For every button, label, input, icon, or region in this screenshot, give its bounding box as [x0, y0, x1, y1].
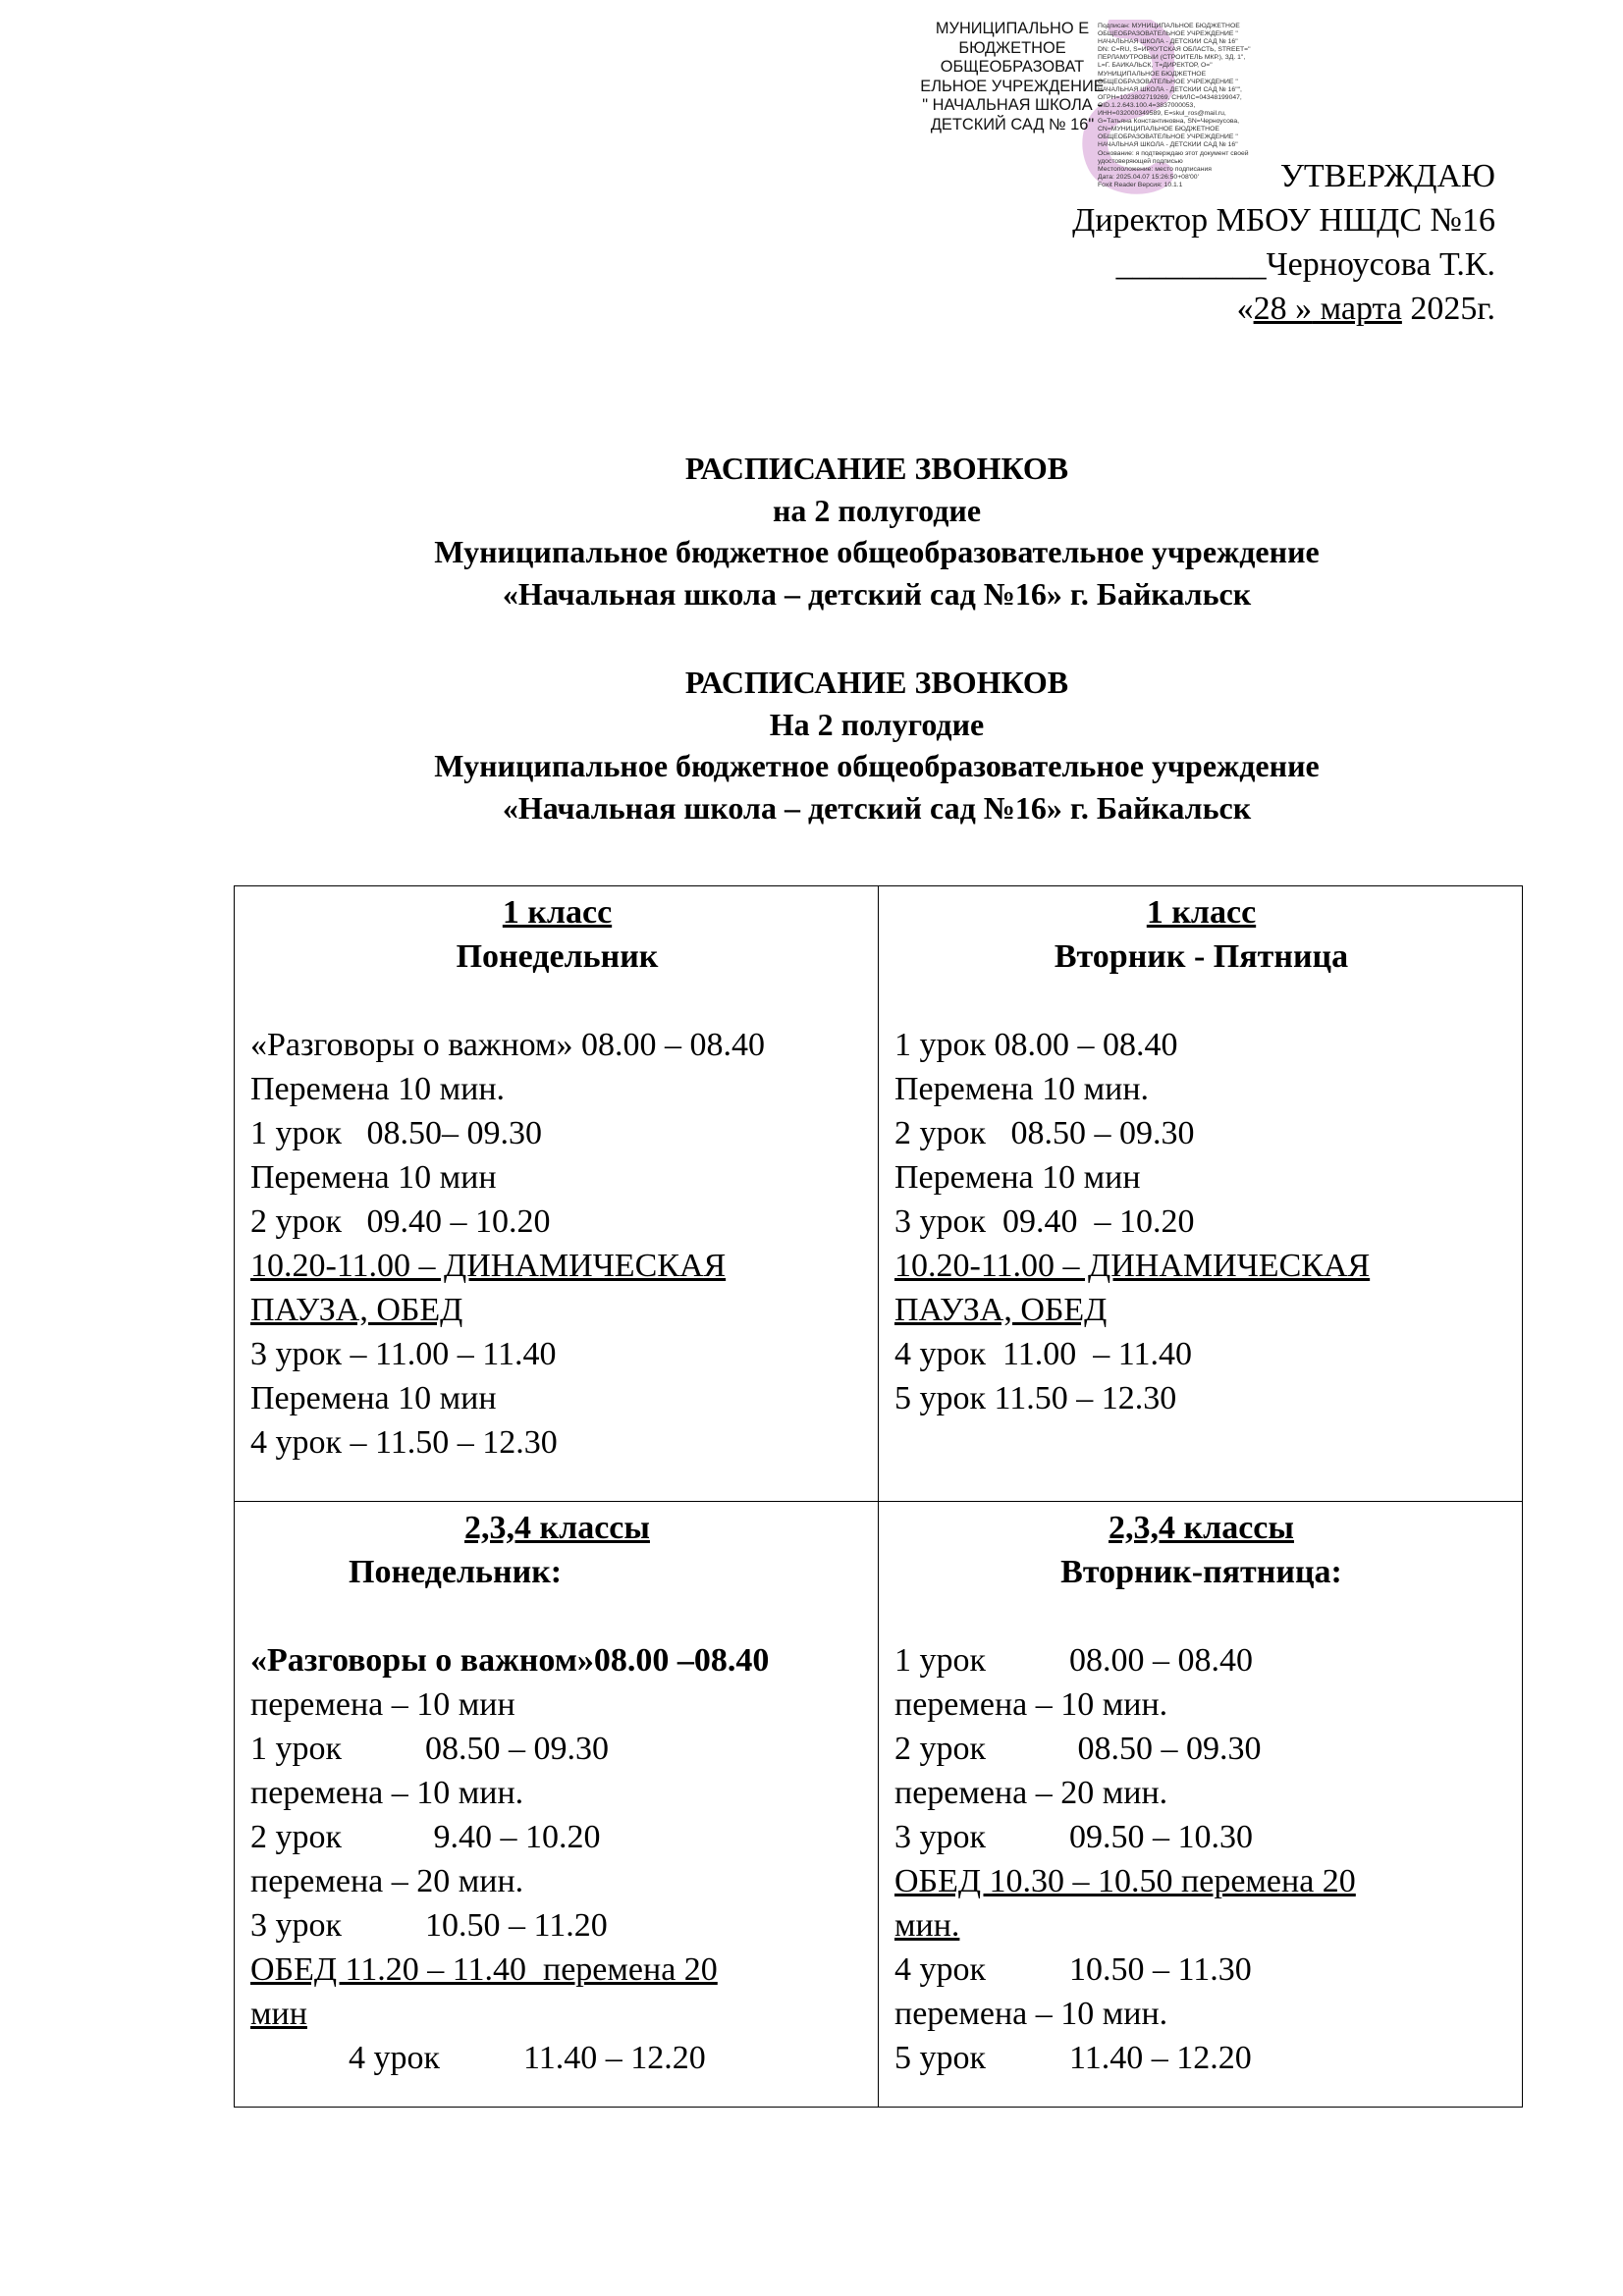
stamp-detail-line: НАЧАЛЬНАЯ ШКОЛА - ДЕТСКИЙ САД № 16"", — [1098, 85, 1242, 93]
approval-date — [1072, 287, 1495, 331]
title-period: на 2 полугодие — [772, 492, 982, 528]
cell-grades234-tuesday-friday — [879, 1502, 1523, 2108]
sign-line: _________ — [1115, 246, 1267, 283]
schedule-line: 1 урок 08.50– 09.30 — [250, 1115, 543, 1151]
schedule-line: 10.20-11.00 – ДИНАМИЧЕСКАЯ — [894, 1248, 1371, 1284]
stamp-detail-line: Подписан: МУНИЦИПАЛЬНОЕ БЮДЖЕТНОЕ — [1098, 23, 1240, 29]
approval-block — [1072, 154, 1495, 331]
table-row — [235, 886, 1523, 1502]
schedule-line: Перемена 10 мин — [250, 1380, 497, 1416]
approval-title: УТВЕРЖДАЮ — [1279, 158, 1495, 194]
approval-signature-line — [1072, 242, 1495, 287]
schedule-line: Перемена 10 мин. — [894, 1071, 1150, 1107]
schedule-line: мин — [250, 1996, 307, 2032]
schedule-line: мин. — [894, 1907, 960, 1944]
stamp-detail-line: НАЧАЛЬНАЯ ШКОЛА - ДЕТСКИЙ САД № 16" — [1098, 38, 1238, 46]
stamp-detail-line: удостоверяющей подписью — [1098, 157, 1183, 165]
schedule-line: «Разговоры о важном» 08.00 – 08.40 — [250, 1027, 765, 1063]
cell-class-label: 2,3,4 классы — [1109, 1510, 1294, 1546]
stamp-detail-line: НАЧАЛЬНАЯ ШКОЛА - ДЕТСКИЙ САД № 16" — [1098, 141, 1238, 149]
cell-day-label: Вторник - Пятница — [1054, 938, 1349, 975]
schedule-line: ПАУЗА, ОБЕД — [894, 1292, 1108, 1328]
stamp-detail-line: ОБЩЕОБРАЗОВАТЕЛЬНОЕ УЧРЕЖДЕНИЕ " — [1098, 30, 1238, 38]
schedule-line: перемена – 10 мин. — [250, 1775, 524, 1811]
cell-grade1-tuesday-friday — [879, 886, 1523, 1502]
cell-grade1-monday — [235, 886, 879, 1502]
schedule-line: 4 урок 11.00 – 11.40 — [894, 1336, 1192, 1372]
approval-position: Директор МБОУ НШДС №16 — [1072, 202, 1495, 239]
title-heading: РАСПИСАНИЕ ЗВОНКОВ — [684, 665, 1069, 700]
cell-class-label: 2,3,4 классы — [464, 1510, 650, 1546]
schedule-line: 2 урок 08.50 – 09.30 — [894, 1731, 1262, 1767]
schedule-line: 2 урок 09.40 – 10.20 — [250, 1203, 551, 1240]
schedule-line: 3 урок – 11.00 – 11.40 — [250, 1336, 557, 1372]
stamp-detail-line: ИНН=032000349589, E=skul_ros@mail.ru, — [1098, 110, 1226, 118]
stamp-detail-line: ОГРН=1023802719269, СНИЛС=04348199047, — [1098, 93, 1242, 101]
cell-grades234-monday — [235, 1502, 879, 2108]
date-year: 2025г. — [1401, 291, 1495, 327]
stamp-detail-line: Дата: 2025.04.07 15:26:50+08'00' — [1098, 173, 1199, 181]
stamp-detail-line: Местоположение: место подписания — [1098, 165, 1212, 173]
schedule-line: перемена – 10 мин. — [894, 1996, 1168, 2032]
schedule-line: 5 урок 11.40 – 12.20 — [894, 2040, 1252, 2076]
stamp-detail-line: OID.1.2.643.100.4=3837000053, — [1098, 101, 1196, 109]
schedule-line: перемена – 20 мин. — [250, 1863, 524, 1899]
title-org: Муниципальное бюджетное общеобразовательное учреждение — [434, 534, 1320, 569]
stamp-detail-line: L=Г. БАЙКАЛЬСК, T=ДИРЕКТОР, O=" — [1098, 62, 1213, 70]
title-school: «Начальная школа – детский сад №16» г. Байкальск — [502, 575, 1252, 612]
stamp-detail-line: ОБЩЕОБРАЗОВАТЕЛЬНОЕ УЧРЕЖДЕНИЕ " — [1098, 133, 1238, 141]
schedule-line: 4 урок – 11.50 – 12.30 — [250, 1424, 558, 1461]
title-heading: РАСПИСАНИЕ ЗВОНКОВ — [684, 451, 1069, 486]
stamp-detail-line: Основание: я подтверждаю этот документ своей — [1098, 149, 1249, 157]
title-org: Муниципальное бюджетное общеобразовательное учреждение — [434, 748, 1320, 783]
cell-day-label: Вторник-пятница: — [1060, 1554, 1342, 1590]
date-day: 28 » — [1253, 291, 1313, 327]
cell-day-label: Понедельник: — [349, 1554, 563, 1590]
schedule-line: 4 урок 11.40 – 12.20 — [349, 2040, 706, 2076]
date-month: марта — [1312, 291, 1402, 327]
schedule-line: «Разговоры о важном»08.00 –08.40 — [250, 1642, 770, 1679]
schedule-line: перемена – 10 мин — [250, 1686, 515, 1723]
table-row — [235, 1502, 1523, 2108]
stamp-detail-line: Foxit Reader Версия: 10.1.1 — [1098, 181, 1183, 188]
schedule-line: 1 урок 08.00 – 08.40 — [894, 1027, 1178, 1063]
stamp-detail-line: ОБЩЕОБРАЗОВАТЕЛЬНОЕ УЧРЕЖДЕНИЕ " — [1098, 78, 1238, 85]
schedule-line: 3 урок 10.50 – 11.20 — [250, 1907, 608, 1944]
schedule-line: ОБЕД 11.20 – 11.40 перемена 20 — [250, 1951, 718, 1988]
schedule-line: перемена – 20 мин. — [894, 1775, 1168, 1811]
schedule-line: ПАУЗА, ОБЕД — [250, 1292, 463, 1328]
stamp-detail-line: МУНИЦИПАЛЬНОЕ БЮДЖЕТНОЕ — [1098, 70, 1207, 78]
cell-class-label: 1 класс — [502, 894, 613, 931]
schedule-line: Перемена 10 мин. — [250, 1071, 506, 1107]
title-school: «Начальная школа – детский сад №16» г. Байкальск — [502, 789, 1252, 826]
schedule-line: 5 урок 11.50 – 12.30 — [894, 1380, 1177, 1416]
date-open-quote: « — [1236, 291, 1254, 327]
schedule-line: перемена – 10 мин. — [894, 1686, 1168, 1723]
schedule-line: 4 урок 10.50 – 11.30 — [894, 1951, 1252, 1988]
stamp-detail-line: CN=МУНИЦИПАЛЬНОЕ БЮДЖЕТНОЕ — [1098, 126, 1219, 133]
stamp-detail-line: ПЕРЛАМУТРОВЫЙ (СТРОИТЕЛЬ МКР.), ЗД. 1", — [1098, 54, 1246, 62]
schedule-line: Перемена 10 мин — [894, 1159, 1141, 1196]
stamp-detail-line: DN: C=RU, S=ИРКУТСКАЯ ОБЛАСТЬ, STREET=" — [1098, 46, 1251, 54]
schedule-line: ОБЕД 10.30 – 10.50 перемена 20 — [894, 1863, 1356, 1899]
schedule-line: 1 урок 08.50 – 09.30 — [250, 1731, 610, 1767]
stamp-detail-line: G=Татьяна Константиновна, SN=Черноусова, — [1098, 118, 1240, 126]
schedule-line: 2 урок 9.40 – 10.20 — [250, 1819, 601, 1855]
stamp-org-name: МУНИЦИПАЛЬНО Е БЮДЖЕТНОЕ ОБЩЕОБРАЗОВАТ ЕЛЬНОЕ УЧРЕЖДЕНИЕ " НАЧАЛЬНАЯ ШКОЛА - ДЕТСКИЙ САД № 16" — [920, 20, 1105, 133]
schedule-line: 1 урок 08.00 – 08.40 — [894, 1642, 1254, 1679]
schedule-line: Перемена 10 мин — [250, 1159, 497, 1196]
schedule-line: 3 урок 09.50 – 10.30 — [894, 1819, 1254, 1855]
schedule-line: 3 урок 09.40 – 10.20 — [894, 1203, 1195, 1240]
bell-schedule-table — [234, 885, 1523, 2108]
cell-class-label: 1 класс — [1146, 894, 1257, 931]
schedule-line: 2 урок 08.50 – 09.30 — [894, 1115, 1195, 1151]
title-period: На 2 полугодие — [769, 706, 985, 742]
signer-name: Черноусова Т.К. — [1266, 246, 1495, 283]
cell-day-label: Понедельник — [456, 938, 659, 975]
schedule-line: 10.20-11.00 – ДИНАМИЧЕСКАЯ — [250, 1248, 727, 1284]
schedule-title-1 — [0, 448, 1623, 614]
schedule-title-2 — [0, 662, 1623, 828]
